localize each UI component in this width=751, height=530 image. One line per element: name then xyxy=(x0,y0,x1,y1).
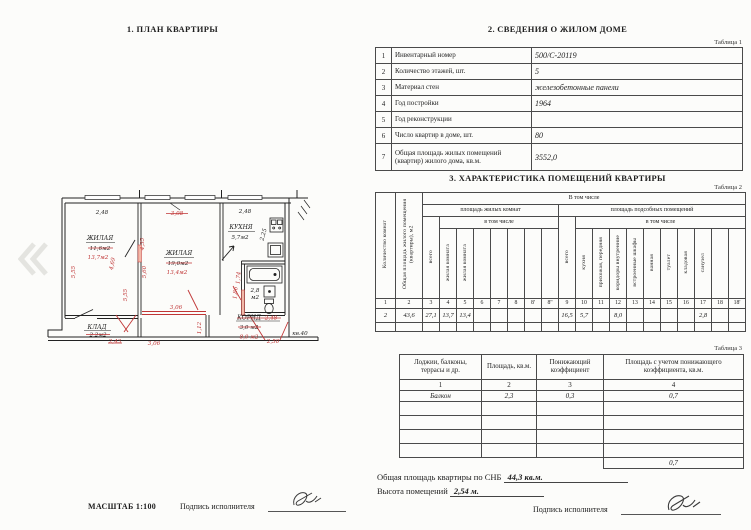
table-row: 2 Количество этажей, шт. 5 xyxy=(376,64,743,80)
kitchen-stove-icon xyxy=(270,218,283,232)
aux-incl-header: в том числе xyxy=(576,217,746,229)
empty-row xyxy=(400,444,744,458)
column-numbers-row: 1 2 3 4 5 6 7 8 8' 8'' 9 10 11 12 13 14 15 16 17 18 18' xyxy=(376,299,746,309)
group-living-header: площадь жилых комнат xyxy=(423,205,559,217)
signature-right xyxy=(661,491,709,517)
total-area-label: Общая площадь квартиры по СНБ xyxy=(377,472,502,482)
aux-col-header: кладовая xyxy=(678,229,695,299)
data-row: 2 43,6 27,1 13,7 13,4 16,5 5,7 8,0 2,8 xyxy=(376,309,746,323)
living-incl-header: в том числе xyxy=(440,217,559,229)
dim-left1: 5,55 xyxy=(71,265,77,279)
aux-col-header: прихожая, передняя xyxy=(593,229,610,299)
table3-caption: Таблица 3 xyxy=(714,345,742,352)
dim-top1: 2,48 xyxy=(95,210,109,216)
apartment-number: кв.40 xyxy=(292,331,308,337)
group-aux-header: площадь подсобных помещений xyxy=(559,205,746,217)
living-col-header xyxy=(525,229,542,299)
living-col-header xyxy=(474,229,491,299)
aux-col-header xyxy=(712,229,729,299)
dim-bottom1: 2,43 xyxy=(108,339,122,345)
dim-corridor-top: 3,06 xyxy=(169,305,183,311)
table-row: Балкон 2,3 0,3 0,7 xyxy=(400,391,744,402)
room2-area-new: 13,4м2 xyxy=(166,270,188,276)
total-area-value: 44,3 кв.м. xyxy=(504,472,628,483)
tables-section xyxy=(373,0,748,530)
dim-kitchen-side: 2,25 xyxy=(259,227,269,242)
aux-col-header: встроенные шкафы xyxy=(627,229,644,299)
bathtub-icon xyxy=(247,266,282,283)
header-row: Лоджии, балконы, террасы и др. Площадь, кв.м. Понижающий коэффициент Площадь с учетом понижающего коэффициента, кв.м. xyxy=(400,355,744,380)
washbasin-icon xyxy=(264,286,275,297)
table-row: 3 Материал стен железобетонные панели xyxy=(376,80,743,96)
signature-label-left: Подпись исполнителя xyxy=(180,502,255,511)
watermark-chevron-icon xyxy=(21,244,46,274)
aux-col-header: кухня xyxy=(576,229,593,299)
kitchen-area: 5,7м2 xyxy=(231,235,249,241)
col-rooms-header: Количество комнат xyxy=(376,193,396,299)
room2-area-old: 19,0м2 xyxy=(167,261,189,267)
dim-bottom3: 2,50 xyxy=(266,339,280,345)
kitchen-label: КУХНЯ xyxy=(229,224,253,231)
height-value: 2,54 м. xyxy=(450,486,544,497)
living-total-header: всего xyxy=(423,217,440,299)
living-col-header xyxy=(542,229,559,299)
height-label: Высота помещений xyxy=(377,486,448,496)
total-row xyxy=(400,458,744,469)
floor-plan xyxy=(18,182,363,367)
empty-row xyxy=(376,323,746,332)
plan-section xyxy=(0,0,368,530)
corridor-area-old: 3,0 м2 xyxy=(239,325,259,331)
corridor-dim-old: 2,48 xyxy=(264,315,278,322)
dim-bath-new: 1,74 xyxy=(235,271,243,285)
table-row: 7 Общая площадь жилых помещений (квартир) жилого дома, кв.м. 3552,0 xyxy=(376,144,743,171)
corridor-area-new: 8,0 м2 xyxy=(239,334,259,341)
table-row: 5 Год реконструкции xyxy=(376,112,743,128)
rooms-characteristics-table xyxy=(375,192,746,332)
dim-bottom2: 3,06 xyxy=(147,341,161,347)
room1-area-new: 13,7м2 xyxy=(87,255,109,261)
aux-col-header: санузел xyxy=(695,229,712,299)
col-total-area-header: Общая площадь жилого помещения (квартиры), м2 xyxy=(396,193,423,299)
table-row: 6 Число квартир в доме, шт. 80 xyxy=(376,128,743,144)
table1-caption: Таблица 1 xyxy=(714,39,742,46)
empty-row xyxy=(400,430,744,444)
dim-hall: 1,12 xyxy=(197,321,203,335)
signature-left xyxy=(288,488,330,512)
empty-row xyxy=(400,402,744,416)
living-col-header xyxy=(508,229,525,299)
strike-lines xyxy=(86,214,281,344)
table-row: 1 Инвентарный номер 500/С-20119 xyxy=(376,48,743,64)
plan-title: 1. ПЛАН КВАРТИРЫ xyxy=(126,24,219,34)
empty-row xyxy=(400,416,744,430)
bath-area-1: 2,8 xyxy=(250,288,260,294)
dim-left2: 5,55 xyxy=(123,288,129,302)
living-col-header: жилая комната xyxy=(440,229,457,299)
dim-r1-w2: 4,35 xyxy=(140,237,146,251)
living-col-header: жилая комната xyxy=(457,229,474,299)
aux-col-header xyxy=(729,229,746,299)
signature-label-right: Подпись исполнителя xyxy=(533,505,608,514)
aux-col-header: туалет xyxy=(661,229,678,299)
aux-col-header: коридоры внутренние xyxy=(610,229,627,299)
kitchen-sink-icon xyxy=(268,243,283,257)
room1-label: ЖИЛАЯ xyxy=(86,235,114,242)
table-row: 4 Год постройки 1964 xyxy=(376,96,743,112)
leader-line xyxy=(170,203,180,210)
corridor-label: КОРИД xyxy=(237,314,261,322)
living-col-header xyxy=(491,229,508,299)
group-incl-header: В том числе xyxy=(423,193,746,205)
red-wall-patch-2 xyxy=(242,290,245,315)
scale-label: МАСШТАБ 1:100 xyxy=(88,502,157,511)
balcony-table xyxy=(399,354,744,469)
table2-caption: Таблица 2 xyxy=(714,184,742,191)
bath-area-2: м2 xyxy=(250,295,260,301)
closet-label: КЛАД xyxy=(87,324,107,331)
dim-r1-h: 4,69 xyxy=(108,257,118,271)
aux-total-header: всего xyxy=(559,217,576,299)
closet-area-old: 2,2м2 xyxy=(89,332,107,339)
room1-area-old: 11,6м2 xyxy=(89,246,111,252)
dim-bath-old: 1,86 xyxy=(232,286,240,300)
column-numbers-row: 1 2 3 4 xyxy=(400,380,744,391)
table1-title: 2. СВЕДЕНИЯ О ЖИЛОМ ДОМЕ xyxy=(487,24,628,34)
dim-top2-old: 3,08 xyxy=(170,211,184,217)
building-info-table xyxy=(375,47,743,171)
dim-r2-h: 5,60 xyxy=(142,265,148,279)
dim-top3: 2,48 xyxy=(238,209,252,215)
room2-label: ЖИЛАЯ xyxy=(165,250,193,257)
balcony-total: 0,7 xyxy=(604,458,744,469)
aux-col-header: ванная xyxy=(644,229,661,299)
toilet-icon xyxy=(265,299,274,314)
table2-title: 3. ХАРАКТЕРИСТИКА ПОМЕЩЕНИЙ КВАРТИРЫ xyxy=(449,173,666,183)
